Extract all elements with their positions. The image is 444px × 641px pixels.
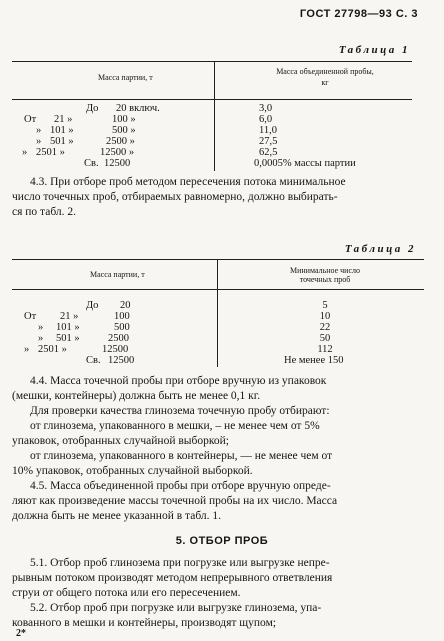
- table1-col1-header: Масса партии, т: [98, 73, 153, 82]
- paragraph-4-3-line1: 4.3. При отборе проб методом пересечения потока минимальное: [30, 176, 346, 188]
- paragraph-5-1-line2: рывным потоком производят методом непрерывного ответвления: [12, 572, 333, 584]
- table1-from: »: [36, 125, 42, 136]
- table1-value: 62,5: [259, 147, 278, 158]
- table1-value: 3,0: [259, 103, 273, 114]
- table2-from: »: [38, 322, 44, 333]
- table1-hi: 20 включ.: [116, 103, 160, 114]
- table1-top-rule: [12, 61, 412, 62]
- table2-col1-header: Масса партии, т: [90, 270, 145, 279]
- table2-lo: До: [86, 300, 99, 311]
- table1-body-divider: [214, 99, 215, 171]
- paragraph-4-5-line2: ляют как произведение массы точечной пробы на их число. Масса: [12, 495, 338, 507]
- paragraph-4-4-line3: Для проверки качества глинозема точечную пробу отбирают:: [30, 405, 330, 417]
- table2-lo: 501 »: [56, 333, 80, 344]
- table1-hi: 12500: [104, 158, 131, 169]
- table2-col2-header-line1: Минимальное число: [289, 266, 360, 275]
- table1-col-divider: [214, 61, 215, 99]
- table2-hi: 2500: [108, 333, 129, 344]
- table2-hi: 500: [114, 322, 130, 333]
- table1-lo: 2501 »: [36, 147, 65, 158]
- paragraph-4-4-line7: 10% упаковок, отобранных случайной выборкой.: [12, 465, 253, 477]
- table2-value: 50: [319, 333, 331, 344]
- paragraph-4-5-line3: должна быть не менее указанной в табл. 1.: [12, 510, 221, 522]
- paragraph-4-3-line3: ся по табл. 2.: [12, 206, 76, 218]
- table1-hi: 500 »: [112, 125, 136, 136]
- table1-value: 11,0: [259, 125, 277, 136]
- page-signature-mark: 2*: [16, 628, 26, 639]
- paragraph-5-1-line1: 5.1. Отбор проб глинозема при погрузке или выгрузке непре-: [30, 557, 330, 569]
- table2-caption: Таблица 2: [344, 243, 416, 255]
- table1-header-rule: [12, 99, 412, 100]
- paragraph-4-4-line6: от глинозема, упакованного в контейнеры, — не менее чем от: [30, 450, 333, 462]
- table2-from: От: [24, 311, 37, 322]
- table1-from: »: [22, 147, 28, 158]
- paragraph-5-2-line2: кованного в мешки и контейнеры, производят щупом;: [12, 617, 277, 629]
- table1-lo: 21 »: [54, 114, 73, 125]
- table1-hi: 100 »: [112, 114, 136, 125]
- paragraph-4-4-line1: 4.4. Масса точечной пробы при отборе вручную из упаковок: [30, 375, 327, 387]
- section-5-heading: 5. ОТБОР ПРОБ: [175, 535, 269, 547]
- table2-value: 10: [319, 311, 331, 322]
- page-header: ГОСТ 27798—93 С. 3: [299, 8, 418, 20]
- paragraph-5-2-line1: 5.2. Отбор проб при погрузке или выгрузке глинозема, упа-: [30, 602, 322, 614]
- table2-from: »: [24, 344, 30, 355]
- paragraph-5-1-line3: струи от общего потока или его пересечением.: [12, 587, 241, 599]
- table2-hi: 12500: [108, 355, 135, 366]
- table2-col-divider: [217, 259, 218, 289]
- table1-from: От: [24, 114, 37, 125]
- table1-lo: До: [86, 103, 99, 114]
- table2-hi: 12500: [102, 344, 129, 355]
- table2-value: 5: [322, 300, 328, 311]
- table1-value: 6,0: [259, 114, 273, 125]
- table2-lo: Св.: [86, 355, 101, 366]
- table2-top-rule: [12, 259, 424, 260]
- paragraph-4-5-line1: 4.5. Масса объединенной пробы при отборе вручную опреде-: [30, 480, 331, 492]
- table1-value: 27,5: [259, 136, 278, 147]
- table1-col2-header-line2: кг: [321, 78, 329, 87]
- table2-hi: 20: [120, 300, 131, 311]
- table2-header-rule: [12, 289, 424, 290]
- table1-lo: 101 »: [50, 125, 74, 136]
- table1-caption: Таблица 1: [338, 44, 410, 56]
- table2-col2-header-line2: точечных проб: [299, 275, 351, 284]
- table1-hi: 2500 »: [106, 136, 135, 147]
- table2-value: 112: [317, 344, 333, 355]
- table2-lo: 21 »: [60, 311, 79, 322]
- table2-lo: 101 »: [56, 322, 80, 333]
- table2-body-divider: [217, 289, 218, 367]
- paragraph-4-4-line2: (мешки, контейнеры) должна быть не менее 0,1 кг.: [12, 390, 261, 402]
- table1-value: 0,0005% массы партии: [254, 158, 356, 169]
- table1-hi: 12500 »: [100, 147, 135, 158]
- table1-lo: Св.: [84, 158, 99, 169]
- table1-col2-header-line1: Масса объединенной пробы,: [276, 67, 374, 76]
- paragraph-4-4-line5: упаковок, отобранных случайной выборкой;: [12, 435, 229, 447]
- table1-lo: 501 »: [50, 136, 74, 147]
- table1-from: »: [36, 136, 42, 147]
- table2-from: »: [38, 333, 44, 344]
- table2-hi: 100: [114, 311, 130, 322]
- paragraph-4-4-line4: от глинозема, упакованного в мешки, – не менее чем от 5%: [30, 420, 320, 432]
- table2-value: 22: [319, 322, 331, 333]
- table2-lo: 2501 »: [38, 344, 67, 355]
- table2-value: Не менее 150: [284, 355, 344, 366]
- paragraph-4-3-line2: число точечных проб, отбираемых равномерно, должно выбирать-: [12, 191, 338, 203]
